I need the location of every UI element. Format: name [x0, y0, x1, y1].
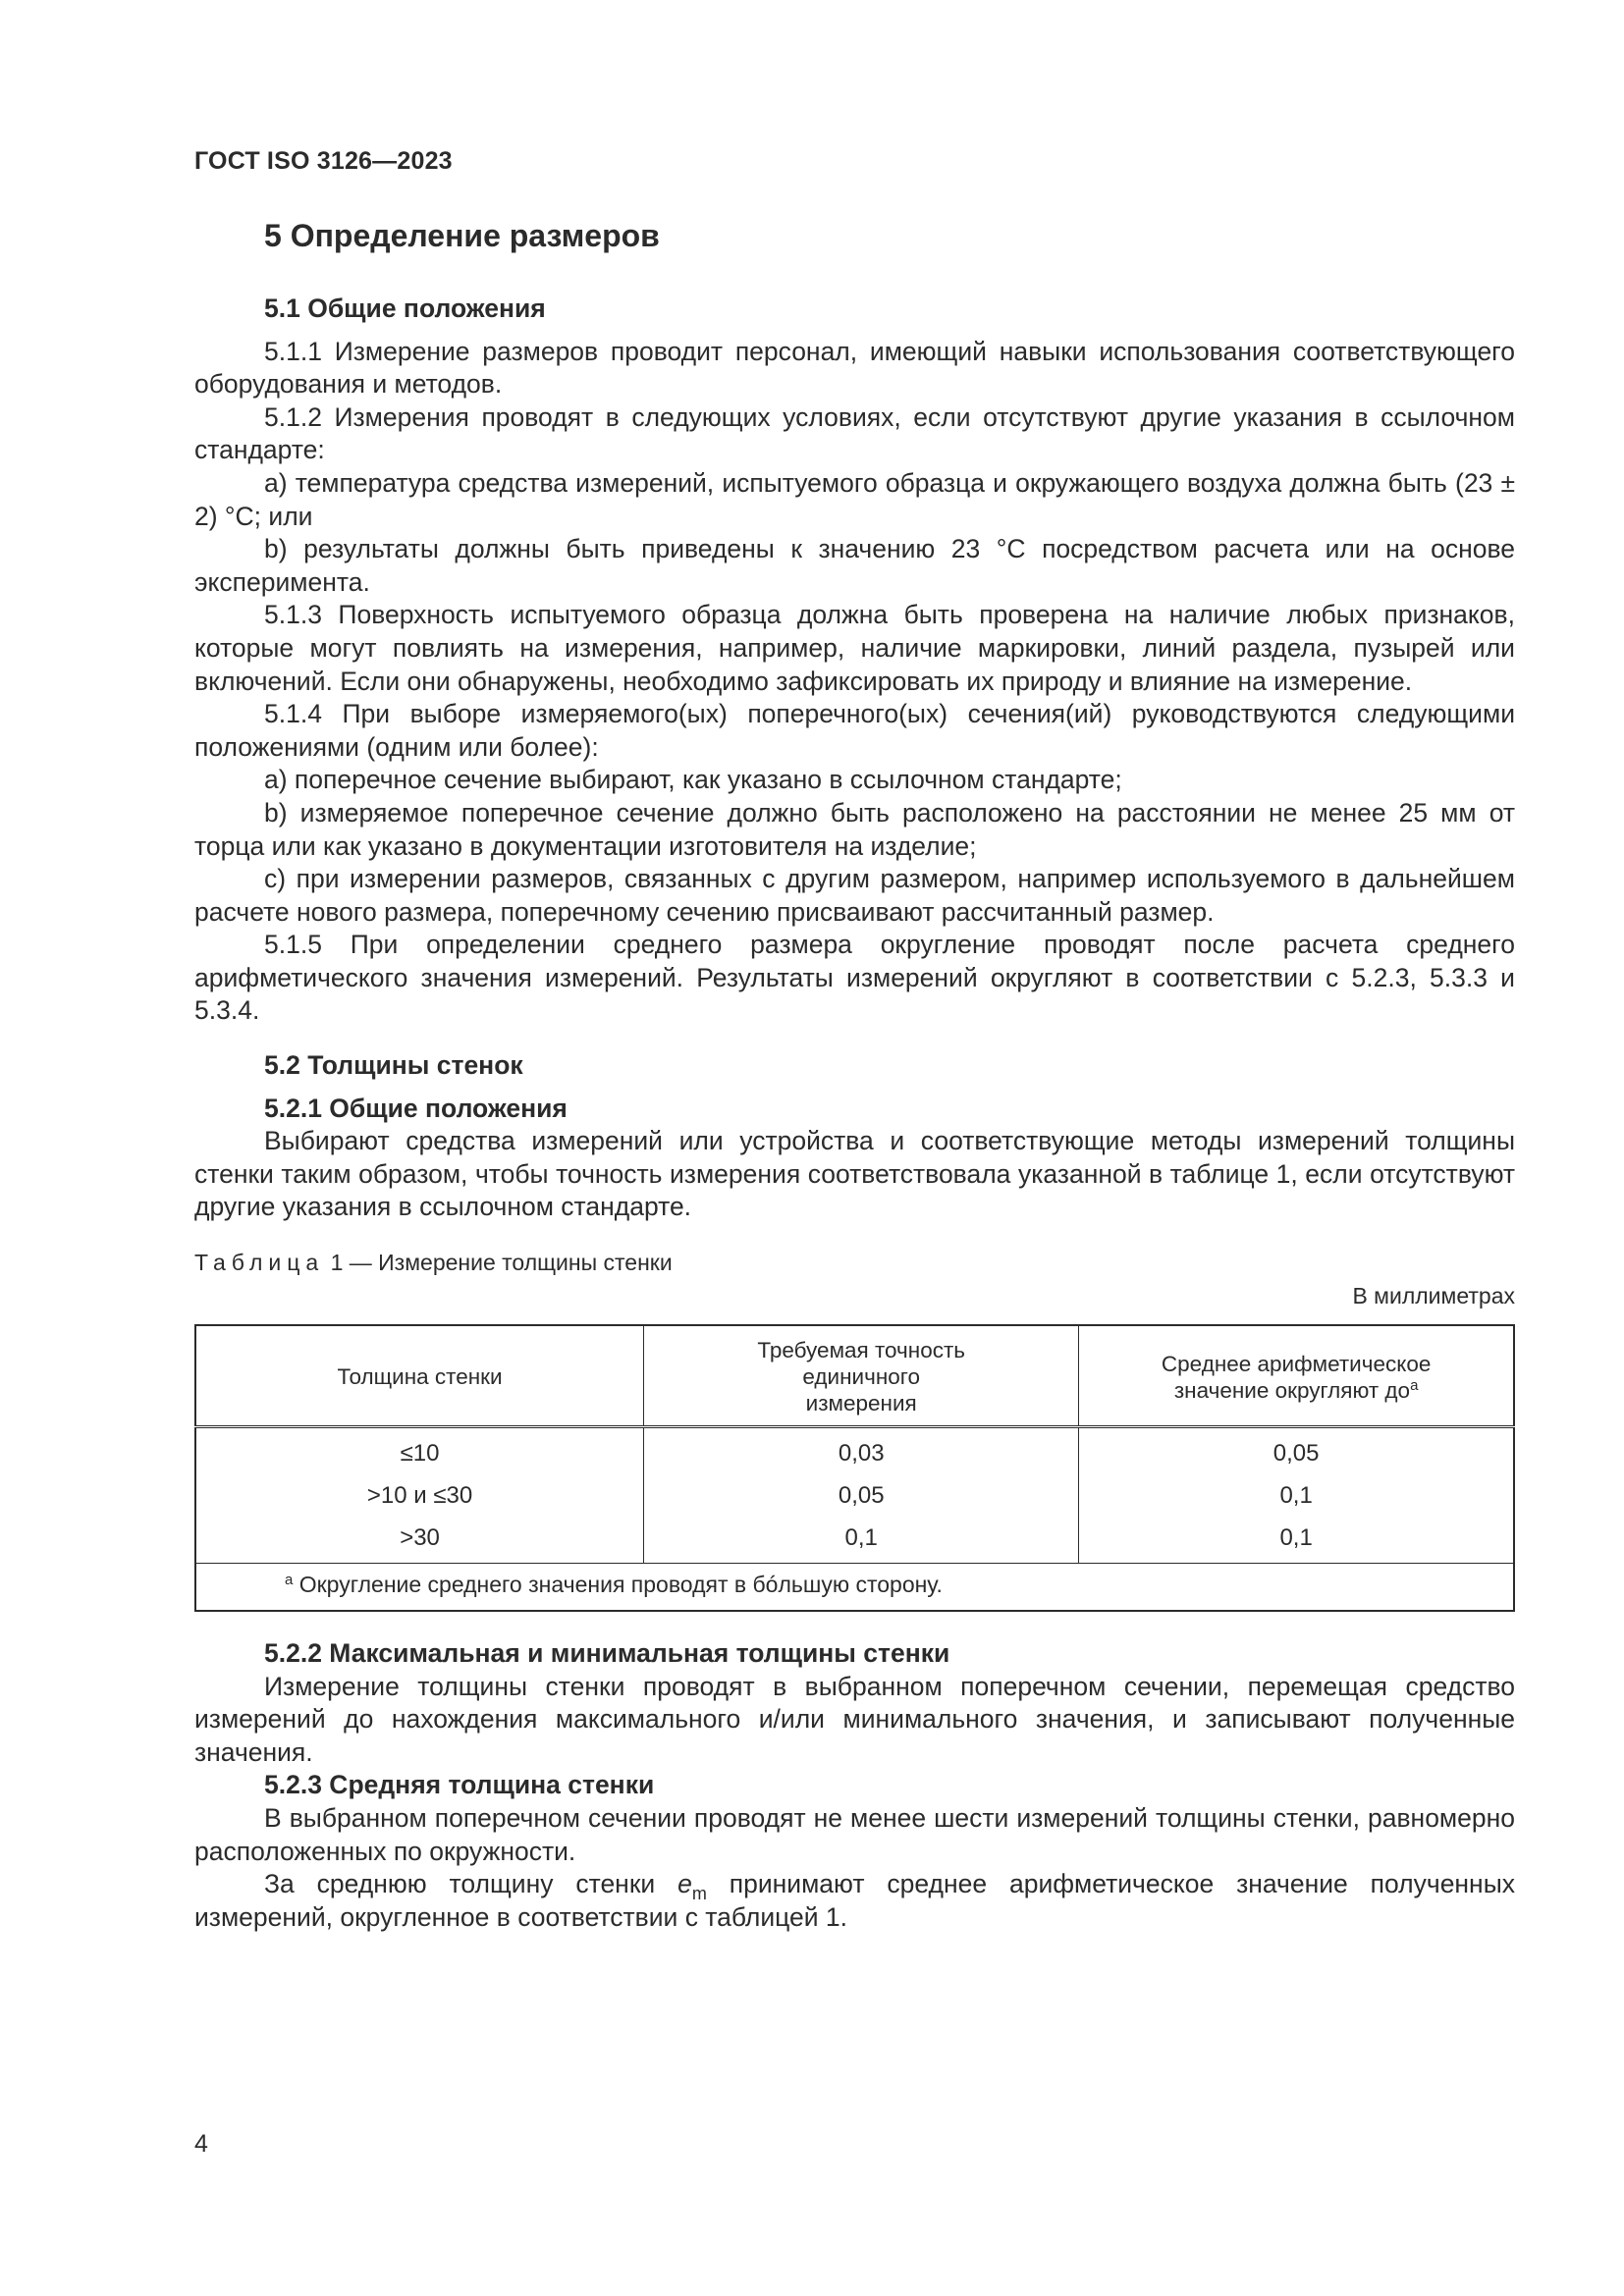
table-header-text: Требуемая точность единичного измерения: [757, 1338, 965, 1416]
table-footnote: [195, 1564, 1514, 1612]
paragraph-5-1-4-a: a) поперечное сечение выбирают, как указано в ссылочном стандарте;: [264, 765, 1122, 795]
paragraph-5-1-5: 5.1.5 При определении среднего размера округление проводят после расчета среднего арифметического значения измерений. Результаты измерений округляют в соответствии с 5.2.3, 5.3.3 и 5.3.4.: [194, 930, 1515, 1026]
section-5-1-title: 5.1 Общие положения: [264, 294, 546, 323]
table-row: [195, 1517, 1514, 1564]
footnote-text: Округление среднего значения проводят в бóльшую сторону.: [293, 1572, 943, 1598]
table-header-text: Среднее арифметическое значение округляют до: [1161, 1351, 1432, 1403]
paragraph-5-1-4-b: b) измеряемое поперечное сечение должно быть расположено на расстоянии не менее 25 мм от торца или как указано в документации изготовителя на изделие;: [194, 797, 1515, 861]
table-footnote-row: [195, 1564, 1514, 1612]
table-cell: 0,03: [644, 1427, 1079, 1475]
table-cell: >10 и ≤30: [195, 1474, 644, 1517]
variable-subscript: m: [691, 1884, 707, 1904]
table-cell: 0,05: [644, 1474, 1079, 1517]
page-content: [194, 216, 1515, 1934]
table-row: [195, 1474, 1514, 1517]
table-row: [195, 1427, 1514, 1475]
footnote-mark: a: [285, 1572, 294, 1589]
table-cell: 0,1: [1079, 1517, 1514, 1564]
paragraph-5-2-3-2: [194, 1868, 1515, 1934]
table-header-cell: [644, 1325, 1079, 1427]
table-caption-label: Таблица: [194, 1250, 325, 1276]
table-header-cell: [1079, 1325, 1514, 1427]
table-header-cell: Толщина стенки: [195, 1325, 644, 1427]
paragraph-5-1-2-a: a) температура средства измерений, испытуемого образца и окружающего воздуха должна быть (23 ± 2) °С; или: [194, 467, 1515, 531]
table-cell: 0,1: [1079, 1474, 1514, 1517]
table-1: [194, 1324, 1515, 1612]
table-1-units: В миллиметрах: [1352, 1283, 1515, 1309]
paragraph-5-1-2: 5.1.2 Измерения проводят в следующих условиях, если отсутствуют другие указания в ссылочном стандарте:: [194, 401, 1515, 465]
document-code: ГОСТ ISO 3126—2023: [194, 147, 453, 175]
paragraph-5-2-3-1: В выбранном поперечном сечении проводят не менее шести измерений толщины стенки, равномерно расположенных по окружности.: [194, 1803, 1515, 1866]
paragraph-5-1-3: 5.1.3 Поверхность испытуемого образца должна быть проверена на наличие любых признаков, которые могут повлиять на измерения, например, наличие маркировки, линий раздела, пузырей или включений. Если они обнаружены, необходимо зафиксировать их природу и влияние на измерение.: [194, 600, 1515, 696]
variable-e: e: [677, 1869, 692, 1899]
paragraph-text: За среднюю толщину стенки: [264, 1869, 678, 1899]
page-number: 4: [194, 2130, 208, 2158]
paragraph-5-1-4: 5.1.4 При выборе измеряемого(ых) поперечного(ых) сечения(ий) руководствуются следующими положениями (одним или более):: [194, 699, 1515, 762]
paragraph-5-1-2-b: b) результаты должны быть приведены к значению 23 °С посредством расчета или на основе эксперимента.: [194, 534, 1515, 597]
table-cell: 0,1: [644, 1517, 1079, 1564]
section-5-2-2-title: 5.2.2 Максимальная и минимальная толщины стенки: [264, 1638, 950, 1669]
table-header-text-wrap: [1154, 1351, 1438, 1404]
table-caption-text: 1 — Измерение толщины стенки: [324, 1250, 673, 1276]
table-cell: 0,05: [1079, 1427, 1514, 1475]
paragraph-5-1-4-c: c) при измерении размеров, связанных с другим размером, например используемого в дальнейшем расчете нового размера, поперечному сечению присваивают рассчитанный размер.: [194, 864, 1515, 927]
table-header-row: [195, 1325, 1514, 1427]
paragraph-text: принимают среднее арифметическое значение полученных измерений, округленное в соответствии с таблицей 1.: [194, 1869, 1515, 1932]
section-5-2-1-title: 5.2.1 Общие положения: [264, 1093, 568, 1123]
section-5-2-title: 5.2 Толщины стенок: [264, 1050, 523, 1081]
table-cell: >30: [195, 1517, 644, 1564]
footnote-mark: a: [1410, 1376, 1419, 1394]
section-5-title: 5 Определение размеров: [264, 218, 660, 253]
paragraph-5-1-1: 5.1.1 Измерение размеров проводит персонал, имеющий навыки использования соответствующего оборудования и методов.: [194, 336, 1515, 400]
table-cell: ≤10: [195, 1427, 644, 1475]
paragraph-5-2-1: Выбирают средства измерений или устройства и соответствующие методы измерений толщины стенки таким образом, чтобы точность измерения соответствовала указанной в таблице 1, если отсутствуют другие указания в ссылочном стандарте.: [194, 1126, 1515, 1222]
section-5-2-3-title: 5.2.3 Средняя толщина стенки: [264, 1770, 655, 1800]
paragraph-5-2-2: Измерение толщины стенки проводят в выбранном поперечном сечении, перемещая средство измерений до нахождения максимального и/или минимального значения, и записывают полученные значения.: [194, 1671, 1515, 1767]
table-1-caption: [194, 1248, 1515, 1277]
